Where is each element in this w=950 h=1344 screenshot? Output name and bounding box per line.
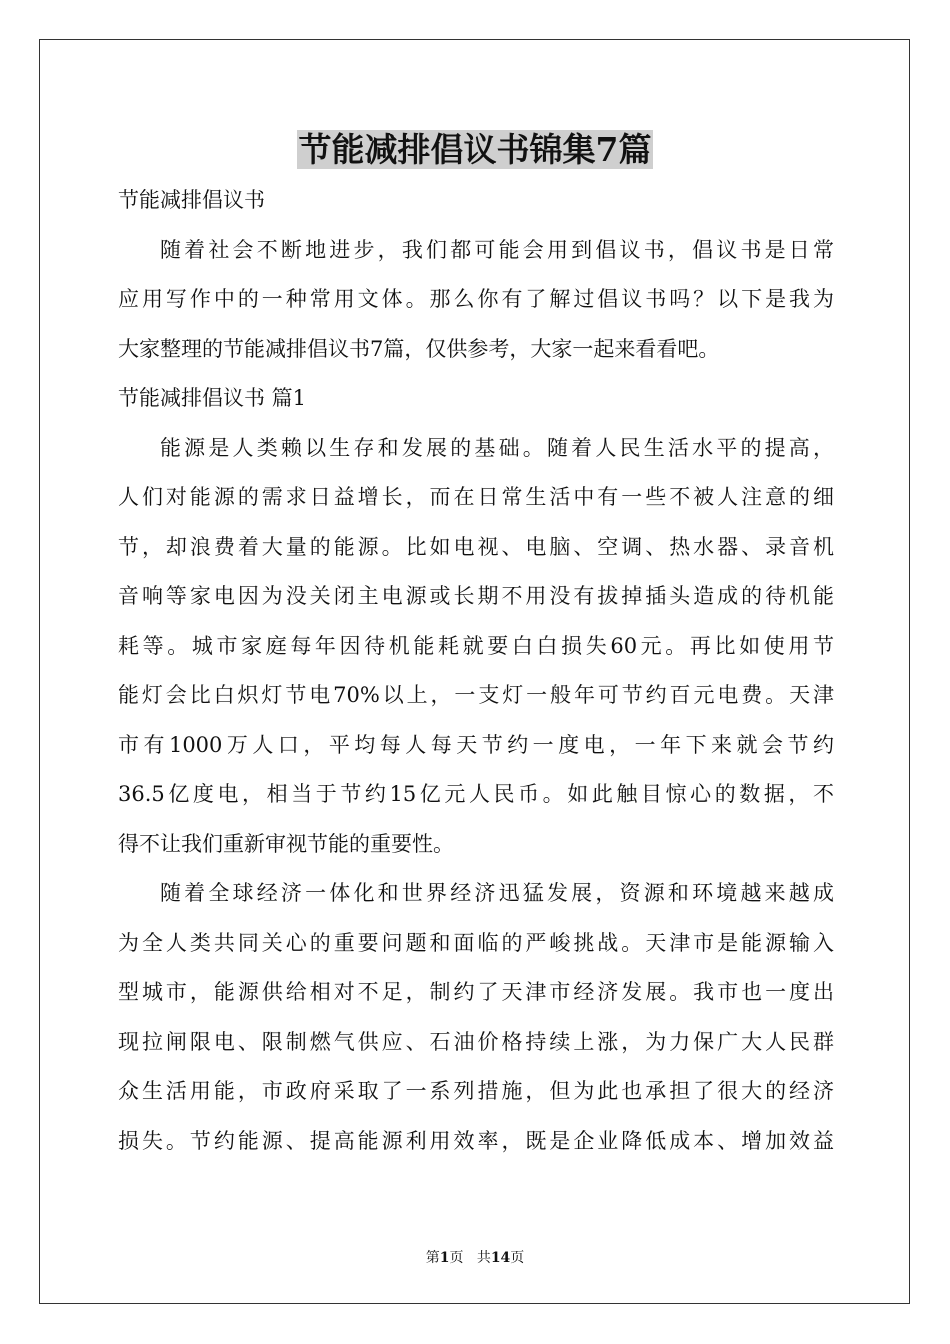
footer-page-number: 1 — [439, 1250, 450, 1266]
text-line: 得不让我们重新审视节能的重要性。 — [118, 831, 454, 856]
footer-total-prefix: 共 — [476, 1250, 491, 1266]
text-line: 应用写作中的一种常用文体。那么你有了解过倡议书吗？以下是我为 — [118, 287, 834, 311]
text-line: 随着社会不断地进步，我们都可能会用到倡议书，倡议书是日常 — [160, 237, 834, 262]
footer-total-pages: 14 — [490, 1250, 511, 1266]
text-line: 能源是人类赖以生存和发展的基础。随着人民生活水平的提高， — [160, 435, 834, 460]
footer-total-suffix: 页 — [510, 1250, 525, 1266]
text-line: 36.5亿度电，相当于节约15亿元人民币。如此触目惊心的数据，不 — [118, 782, 834, 806]
text-line: 节能减排倡议书 篇1 — [118, 386, 307, 410]
text-line: 音响等家电因为没关闭主电源或长期不用没有拔掉插头造成的待机能 — [118, 584, 834, 608]
document-title-text: 节能减排倡议书锦集7篇 — [298, 130, 652, 169]
text-line: 能灯会比白炽灯节电70%以上，一支灯一般年可节约百元电费。天津 — [118, 683, 834, 707]
document-title — [0, 126, 950, 174]
text-line: 现拉闸限电、限制燃气供应、石油价格持续上涨，为力保广大人民群 — [118, 1029, 834, 1054]
text-line: 市有1000万人口，平均每人每天节约一度电，一年下来就会节约 — [118, 732, 834, 757]
text-line: 耗等。城市家庭每年因待机能耗就要白白损失60元。再比如使用节 — [118, 633, 834, 658]
text-line: 型城市，能源供给相对不足，制约了天津市经济发展。我市也一度出 — [118, 980, 834, 1004]
text-line: 大家整理的节能减排倡议书7篇，仅供参考，大家一起来看看吧。 — [118, 336, 720, 361]
text-line: 损失。节约能源、提高能源利用效率，既是企业降低成本、增加效益 — [118, 1128, 834, 1153]
page-footer — [0, 1248, 950, 1268]
document-body — [118, 176, 834, 1166]
footer-page-prefix: 第 — [425, 1250, 440, 1266]
text-line: 节，却浪费着大量的能源。比如电视、电脑、空调、热水器、录音机 — [118, 534, 834, 559]
text-line: 节能减排倡议书 — [118, 188, 265, 212]
text-line: 众生活用能，市政府采取了一系列措施，但为此也承担了很大的经济 — [118, 1079, 834, 1103]
footer-page-suffix: 页 — [449, 1250, 464, 1266]
text-line: 随着全球经济一体化和世界经济迅猛发展，资源和环境越来越成 — [160, 881, 834, 905]
text-line: 人们对能源的需求日益增长，而在日常生活中有一些不被人注意的细 — [118, 485, 834, 509]
text-line: 为全人类共同关心的重要问题和面临的严峻挑战。天津市是能源输入 — [118, 930, 834, 955]
